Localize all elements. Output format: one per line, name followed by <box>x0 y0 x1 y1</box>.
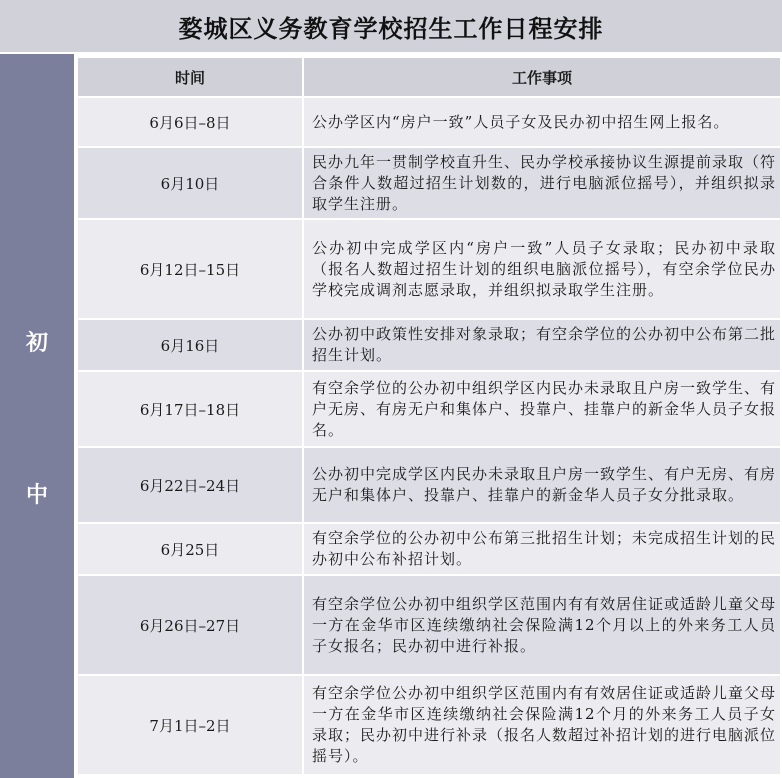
row-item: 有空余学位的公办初中公布第三批招生计划；未完成招生计划的民办初中公布补招计划。 <box>303 523 781 575</box>
row-time: 6月10日 <box>77 147 303 219</box>
category-sidebar <box>0 54 76 778</box>
row-item: 公办学区内“房户一致”人员子女及民办初中招生网上报名。 <box>303 97 781 147</box>
table-row <box>77 319 781 371</box>
category-label-char-2: 中 <box>25 483 48 508</box>
category-label-char-1: 初 <box>25 331 48 356</box>
table-header-row <box>77 57 781 97</box>
row-item: 有空余学位公办初中组织学区范围内有有效居住证或适龄儿童父母一方在金华市区连续缴纳社会保险满12个月的外来务工人员子女录取；民办初中进行补录（报名人数超过补招计划的进行电脑派位摇号）。 <box>303 675 781 775</box>
row-item: 民办九年一贯制学校直升生、民办学校承接协议生源提前录取（符合条件人数超过招生计划数的，进行电脑派位摇号），并组织拟录取学生注册。 <box>303 147 781 219</box>
row-item: 公办初中完成学区内“房户一致”人员子女录取；民办初中录取（报名人数超过招生计划的组织电脑派位摇号），有空余学位民办学校完成调剂志愿录取，并组织拟录取学生注册。 <box>303 219 781 319</box>
row-item: 有空余学位的公办初中组织学区内民办未录取且户房一致学生、有户无房、有房无户和集体户、投靠户、挂靠户的新金华人员子女报名。 <box>303 371 781 447</box>
row-time: 7月1日–2日 <box>77 675 303 775</box>
column-header-item: 工作事项 <box>303 57 781 97</box>
table-row <box>77 675 781 775</box>
table-row <box>77 575 781 675</box>
row-item: 有空余学位公办初中组织学区范围内有有效居住证或适龄儿童父母一方在金华市区连续缴纳社会保险满12个月以上的外来务工人员子女报名；民办初中进行补报。 <box>303 575 781 675</box>
column-header-time: 时间 <box>77 57 303 97</box>
row-time: 6月22日–24日 <box>77 447 303 523</box>
table-row <box>77 97 781 147</box>
page-title: 婺城区义务教育学校招生工作日程安排 <box>0 0 782 54</box>
schedule-table <box>76 56 782 776</box>
row-time: 6月17日–18日 <box>77 371 303 447</box>
row-time: 6月6日–8日 <box>77 97 303 147</box>
row-time: 6月16日 <box>77 319 303 371</box>
row-time: 6月25日 <box>77 523 303 575</box>
row-time: 6月26日–27日 <box>77 575 303 675</box>
table-row <box>77 147 781 219</box>
row-item: 公办初中完成学区内民办未录取且户房一致学生、有户无房、有房无户和集体户、投靠户、挂靠户的新金华人员子女分批录取。 <box>303 447 781 523</box>
table-row <box>77 371 781 447</box>
row-item: 公办初中政策性安排对象录取；有空余学位的公办初中公布第二批招生计划。 <box>303 319 781 371</box>
table-row <box>77 523 781 575</box>
row-time: 6月12日–15日 <box>77 219 303 319</box>
table-row <box>77 447 781 523</box>
table-row <box>77 219 781 319</box>
